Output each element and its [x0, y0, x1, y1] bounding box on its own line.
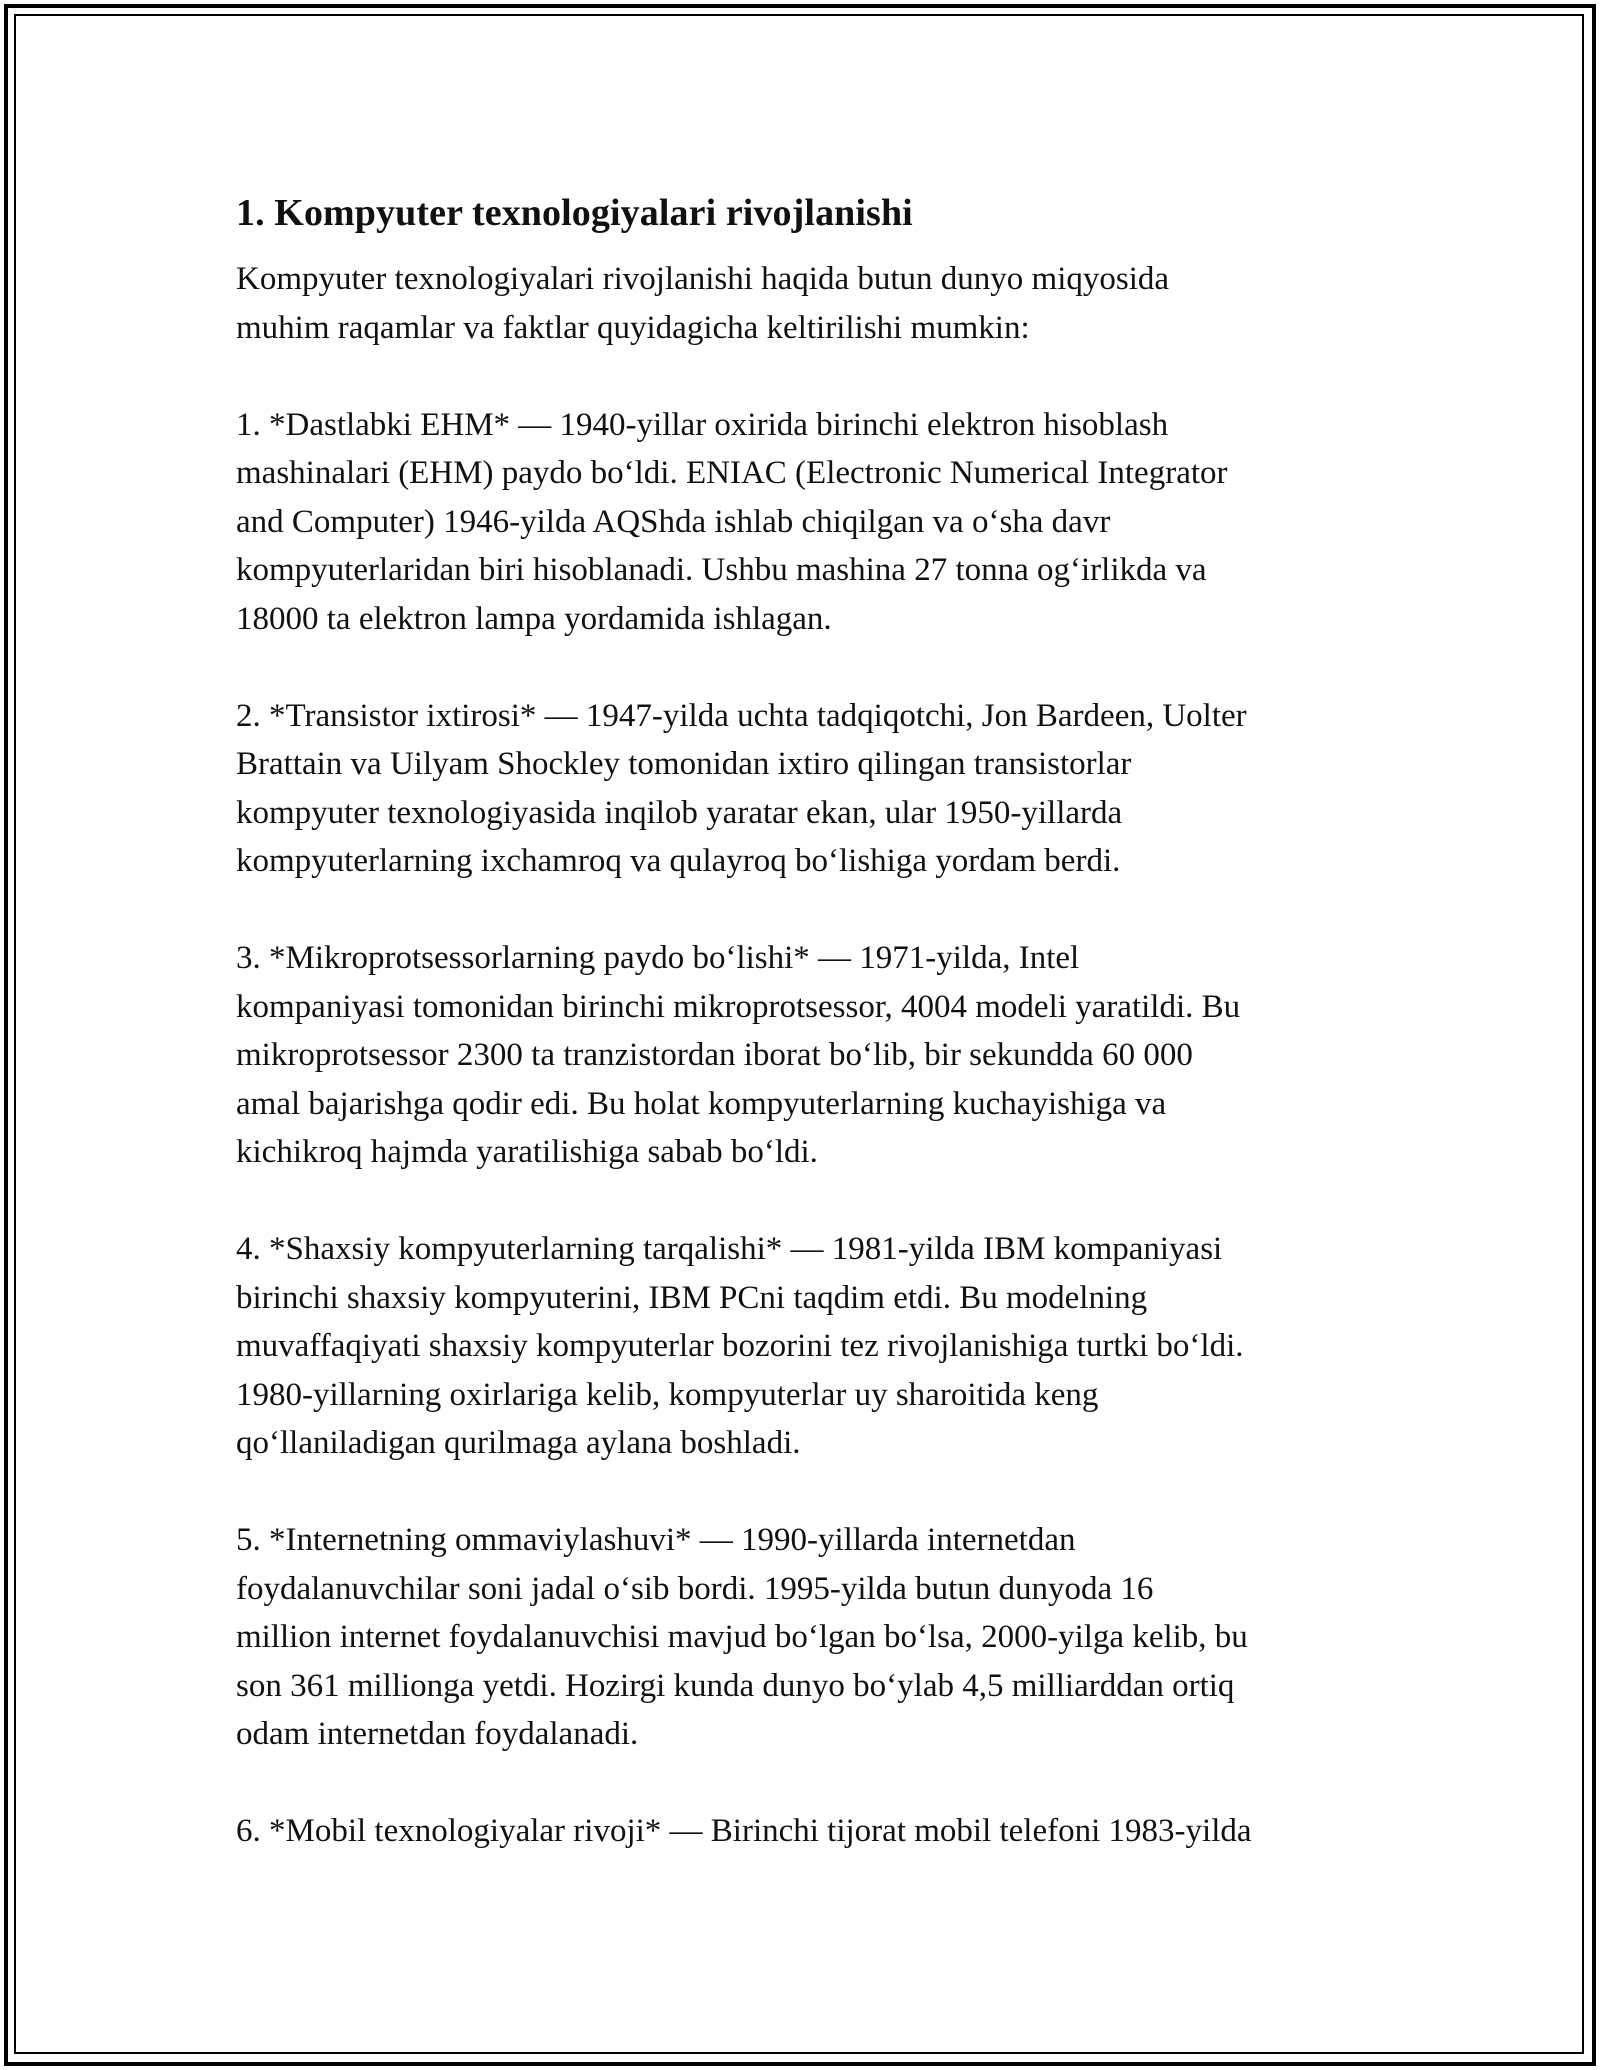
- text-line: amal bajarishga qodir edi. Bu holat kompyuterlarning kuchayishiga va: [236, 1085, 1167, 1122]
- text-line: 3. *Mikroprotsessorlarning paydo boʻlishi* — 1971-yilda, Intel: [236, 940, 1080, 976]
- text-line: odam internetdan foydalanadi.: [236, 1716, 639, 1752]
- text-line: 1980-yillarning oxirlariga kelib, kompyuterlar uy sharoitida keng: [236, 1376, 1099, 1413]
- text-line: kichikroq hajmda yaratilishiga sabab boʻldi.: [236, 1134, 818, 1170]
- text-line: mikroprotsessor 2300 ta tranzistordan iborat boʻlib, bir sekundda 60 000: [236, 1037, 1193, 1073]
- page-title: 1. Kompyuter texnologiyalari rivojlanishi: [236, 192, 913, 234]
- text-line: 2. *Transistor ixtirosi* — 1947-yilda uchta tadqiqotchi, Jon Bardeen, Uolter: [236, 697, 1247, 734]
- text-line: birinchi shaxsiy kompyuterini, IBM PCni taqdim etdi. Bu modelning: [236, 1279, 1148, 1316]
- list-item-4: [236, 1225, 1376, 1468]
- text-line: foydalanuvchilar soni jadal oʻsib bordi. 1995-yilda butun dunyoda 16: [236, 1570, 1154, 1607]
- list-item-1: [236, 401, 1376, 644]
- text-line: kompyuterlarning ixchamroq va qulayroq boʻlishiga yordam berdi.: [236, 843, 1121, 879]
- text-line: 4. *Shaxsiy kompyuterlarning tarqalishi* — 1981-yilda IBM kompaniyasi: [236, 1231, 1223, 1267]
- text-line: and Computer) 1946-yilda AQShda ishlab chiqilgan va oʻsha davr: [236, 503, 1111, 540]
- text-line: 5. *Internetning ommaviylashuvi* — 1990-yillarda internetdan: [236, 1522, 1076, 1558]
- text-line: qoʻllaniladigan qurilmaga aylana boshladi.: [236, 1425, 801, 1461]
- list-item-6: [236, 1807, 1376, 1856]
- text-line: Brattain va Uilyam Shockley tomonidan ixtiro qilingan transistorlar: [236, 746, 1132, 782]
- text-line: 1. *Dastlabki EHM* — 1940-yillar oxirida birinchi elektron hisoblash: [236, 406, 1169, 443]
- list-item-2: [236, 692, 1376, 886]
- text-line: kompyuterlaridan biri hisoblanadi. Ushbu mashina 27 tonna ogʻirlikda va: [236, 552, 1207, 588]
- list-item-5: [236, 1516, 1376, 1759]
- text-line: kompaniyasi tomonidan birinchi mikroprotsessor, 4004 modeli yaratildi. Bu: [236, 988, 1241, 1025]
- text-line: kompyuter texnologiyasida inqilob yaratar ekan, ular 1950-yillarda: [236, 794, 1123, 831]
- list-item-3: [236, 934, 1376, 1177]
- text-line: Kompyuter texnologiyalari rivojlanishi haqida butun dunyo miqyosida: [236, 261, 1170, 297]
- text-line: son 361 millionga yetdi. Hozirgi kunda dunyo boʻylab 4,5 milliarddan ortiq: [236, 1667, 1235, 1704]
- document-body: [236, 185, 1376, 1904]
- text-line: 18000 ta elektron lampa yordamida ishlagan.: [236, 600, 832, 637]
- text-line: 6. *Mobil texnologiyalar rivoji* — Birinchi tijorat mobil telefoni 1983-yilda: [236, 1813, 1252, 1849]
- text-line: muvaffaqiyati shaxsiy kompyuterlar bozorini tez rivojlanishiga turtki boʻldi.: [236, 1328, 1244, 1364]
- intro-paragraph: [236, 255, 1376, 352]
- text-line: million internet foydalanuvchisi mavjud boʻlgan boʻlsa, 2000-yilga kelib, bu: [236, 1619, 1248, 1655]
- text-line: mashinalari (EHM) paydo boʻldi. ENIAC (Electronic Numerical Integrator: [236, 455, 1228, 491]
- text-line: muhim raqamlar va faktlar quyidagicha keltirilishi mumkin:: [236, 309, 1030, 346]
